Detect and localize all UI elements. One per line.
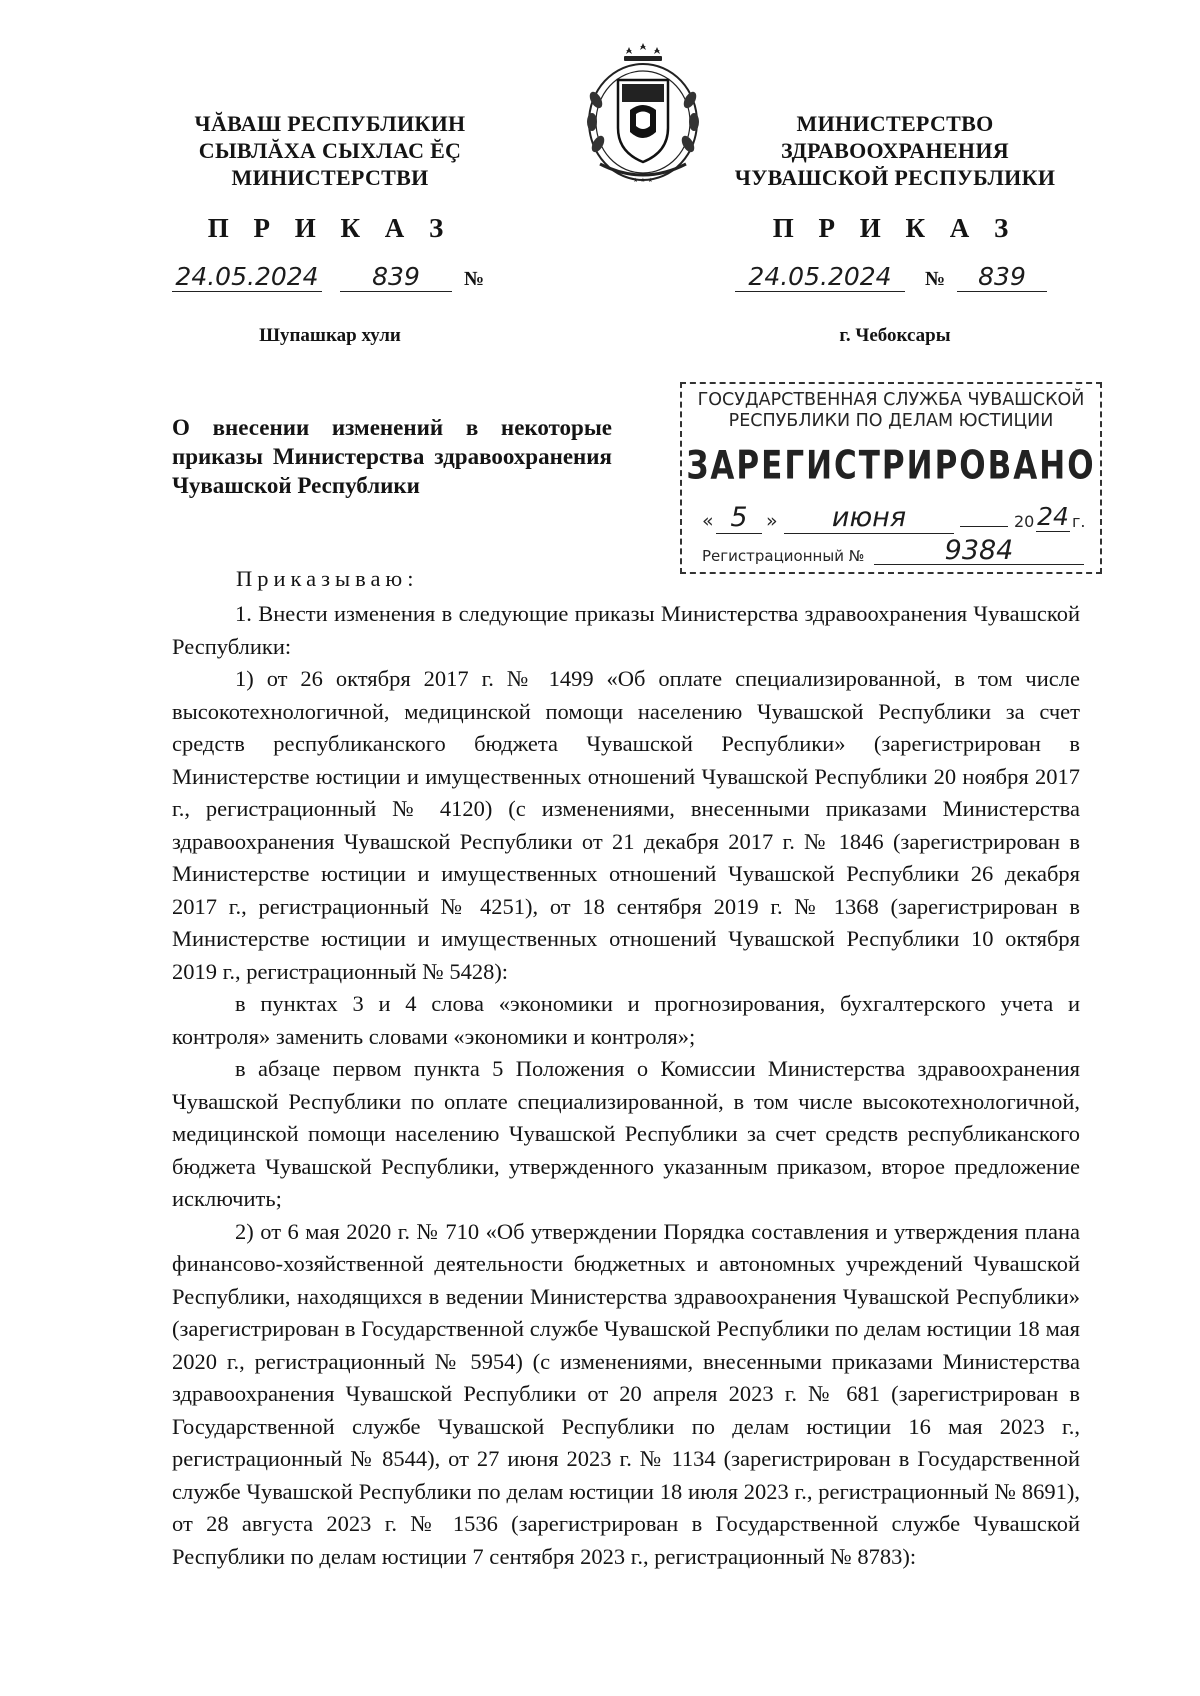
emblem-icon [578,40,708,190]
right-header [700,110,1090,191]
stamp-org-line1: ГОСУДАРСТВЕННАЯ СЛУЖБА ЧУВАШСКОЙ [697,390,1085,410]
right-number-sign: № [925,268,946,290]
left-date: 24.05.2024 [172,262,322,292]
body-paragraph: 2) от 6 мая 2020 г. № 710 «Об утверждении Порядка составления и утверждения плана финансово-хозяйственной деятельности бюджетных и автономных учреждений Чувашской Республики, находящихся в ведении Министерства здравоохранения Чувашской Республики» (зарегистрирован в Государственной службе Чувашской Республики по делам юстиции 18 мая 2020 г., регистрационный № 5954) (с изменениями, внесенными приказами Министерства здравоохранения Чувашской Республики от 20 апреля 2023 г. № 681 (зарегистрирован в Государственной службе Чувашской Республики по делам юстиции 16 мая 2023 г., регистрационный № 8544), от 27 июня 2023 г. № 1134 (зарегистрирован в Государственной службе Чувашской Республики по делам юстиции 18 июля 2023 г., регистрационный № 8691), от 28 августа 2023 г. № 1536 (зарегистрирован в Государственной службе Чувашской Республики по делам юстиции 7 сентября 2023 г., регистрационный № 8783): [172,1218,1080,1569]
body-paragraph: в пунктах 3 и 4 слова «экономики и прогнозирования, бухгалтерского учета и контроля» заменить словами «экономики и контроля»; [172,991,1080,1049]
body-paragraph: в абзаце первом пункта 5 Положения о Комиссии Министерства здравоохранения Чувашской Республики по оплате специализированной, в том числе высокотехнологичной, медицинской помощи населению Чувашской Республики за счет средств республиканского бюджета Чувашской Республики, утвержденного указанным приказом, второе предложение исключить; [172,1056,1080,1211]
right-place: г. Чебоксары [839,325,951,346]
right-header-line1: МИНИСТЕРСТВО [796,111,994,136]
right-date: 24.05.2024 [735,262,905,292]
order-word-text: Приказываю: [236,566,419,591]
stamp-registered: ЗАРЕГИСТРИРОВАНО [686,443,1096,489]
left-date-number-row [172,262,532,302]
stamp-reg-number: 9384 [874,538,1084,565]
left-doc-type: П Р И К А З [207,213,453,243]
right-header-line3: ЧУВАШСКОЙ РЕСПУБЛИКИ [734,165,1056,190]
right-number: 839 [957,262,1047,292]
stamp-org-line2: РЕСПУБЛИКИ ПО ДЕЛАМ ЮСТИЦИИ [728,411,1054,431]
body-paragraph: 1. Внести изменения в следующие приказы Министерства здравоохранения Чувашской Республики: [172,601,1080,659]
stamp-month-line-ext [960,526,1008,527]
stamp-date-row [702,502,1094,536]
document-title: О внесении изменений в некоторые приказы Министерства здравоохранения Чувашской Республики [172,415,612,498]
coat-of-arms-emblem [578,40,708,190]
stamp-quote-open: « [702,510,714,532]
stamp-reg-row [702,535,1094,568]
right-doc-type: П Р И К А З [772,213,1018,243]
stamp-month: июня [784,502,954,534]
stamp-year-g: г. [1072,512,1086,531]
svg-text:★ ★ ★: ★ ★ ★ [633,177,653,184]
stamp-quote-close: » [766,510,778,532]
stamp-reg-label: Регистрационный № [702,547,865,565]
document-body [172,598,1080,1573]
body-paragraph: 1) от 26 октября 2017 г. № 1499 «Об оплате специализированной, в том числе высокотехнологичной, медицинской помощи населению Чувашской Республики за счет средств республиканского бюджета Чувашской Республики» (зарегистрирован в Министерстве юстиции и имущественных отношений Чувашской Республики 20 ноября 2017 г., регистрационный № 4120) (с изменениями, внесенными приказами Министерства здравоохранения Чувашской Республики от 21 декабря 2017 г. № 1846 (зарегистрирован в Министерстве юстиции и имущественных отношений Чувашской Республики 26 декабря 2017 г., регистрационный № 4251), от 18 сентября 2019 г. № 1368 (зарегистрирован в Министерстве юстиции и имущественных отношений Чувашской Республики 10 октября 2019 г., регистрационный № 5428): [172,666,1080,984]
left-number: 839 [340,262,452,292]
left-header [160,110,500,191]
left-header-line2: СЫВЛĂХА СЫХЛАС ĔÇ [198,138,462,163]
stamp-year-prefix: 20 [1014,512,1035,531]
left-place: Шупашкар хули [259,325,401,346]
right-date-number-row [735,262,1095,302]
stamp-year-suffix: 24 [1037,502,1069,531]
stamp-day: 5 [716,502,762,534]
order-word [236,566,419,592]
registration-stamp [680,382,1102,574]
left-header-line1: ЧĂВАШ РЕСПУБЛИКИН [194,111,466,136]
left-header-line3: МИНИСТЕРСТВИ [231,165,429,190]
left-number-sign: № [464,268,485,290]
right-header-line2: ЗДРАВООХРАНЕНИЯ [781,138,1009,163]
